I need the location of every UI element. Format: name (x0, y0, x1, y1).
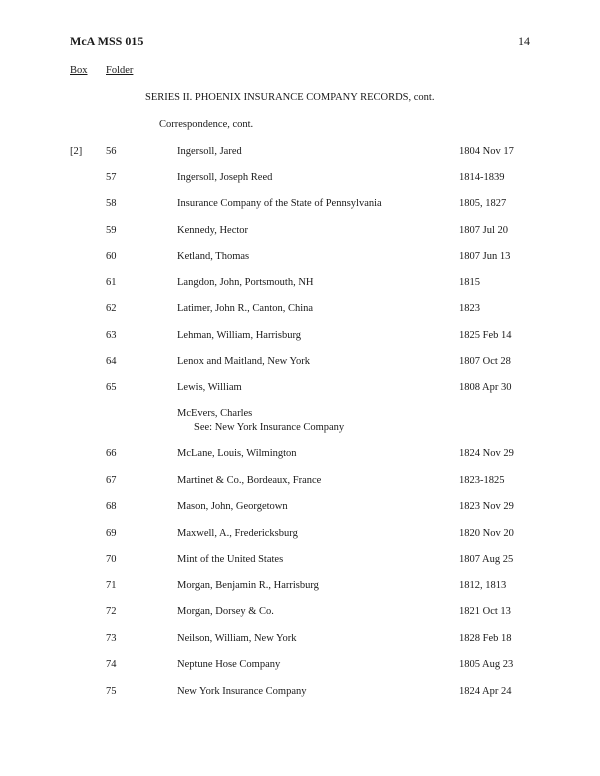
folder-number: 70 (106, 554, 117, 565)
folder-date: 1824 Nov 29 (459, 448, 514, 459)
folder-number: 58 (106, 198, 117, 209)
folder-row (0, 355, 600, 369)
correspondent-name: Morgan, Benjamin R., Harrisburg (177, 580, 319, 591)
correspondent-name: New York Insurance Company (177, 686, 307, 697)
folder-row (0, 276, 600, 290)
correspondent-name: Lehman, William, Harrisburg (177, 330, 301, 341)
correspondent-name: Neptune Hose Company (177, 659, 281, 670)
folder-number: 74 (106, 659, 117, 670)
folder-date: 1823 Nov 29 (459, 501, 514, 512)
folder-number: 62 (106, 303, 117, 314)
correspondent-name: Ingersoll, Jared (177, 146, 242, 157)
folder-row (0, 381, 600, 395)
folder-date: 1807 Aug 25 (459, 554, 514, 565)
correspondent-name: Maxwell, A., Fredericksburg (177, 528, 298, 539)
folder-row (0, 553, 600, 567)
folder-date: 1805 Aug 23 (459, 659, 514, 670)
correspondent-name: Neilson, William, New York (177, 633, 297, 644)
folder-number: 59 (106, 225, 117, 236)
folder-date: 1805, 1827 (459, 198, 507, 209)
folder-row (0, 658, 600, 672)
folder-row (0, 579, 600, 593)
folder-row (0, 632, 600, 646)
folder-date: 1814-1839 (459, 172, 505, 183)
folder-row (0, 224, 600, 238)
folder-date: 1804 Nov 17 (459, 146, 514, 157)
folder-date: 1807 Jun 13 (459, 251, 511, 262)
folder-number: 66 (106, 448, 117, 459)
folder-number: 72 (106, 606, 117, 617)
cross-reference (177, 407, 344, 435)
folder-date: 1807 Oct 28 (459, 356, 511, 367)
folder-number: 61 (106, 277, 117, 288)
cross-reference-name: McEvers, Charles (177, 408, 253, 419)
folder-date: 1812, 1813 (459, 580, 507, 591)
page-number: 14 (518, 34, 530, 48)
box-number: [2] (70, 146, 83, 157)
folder-date: 1807 Jul 20 (459, 225, 509, 236)
correspondent-name: Mint of the United States (177, 554, 284, 565)
folder-row (0, 527, 600, 541)
correspondent-name: Lewis, William (177, 382, 242, 393)
folder-number: 56 (106, 146, 117, 157)
folder-number: 67 (106, 475, 117, 486)
folder-number: 73 (106, 633, 117, 644)
folder-row (0, 329, 600, 343)
correspondent-name: Martinet & Co., Bordeaux, France (177, 475, 322, 486)
folder-row (0, 302, 600, 316)
folder-number: 60 (106, 251, 117, 262)
correspondent-name: Latimer, John R., Canton, China (177, 303, 314, 314)
correspondent-name: Langdon, John, Portsmouth, NH (177, 277, 314, 288)
folder-date: 1823-1825 (459, 475, 505, 486)
folder-date: 1820 Nov 20 (459, 528, 514, 539)
folder-date: 1823 (459, 303, 480, 314)
folder-date: 1821 Oct 13 (459, 606, 511, 617)
folder-date: 1828 Feb 18 (459, 633, 512, 644)
folder-row (0, 500, 600, 514)
folder-number: 63 (106, 330, 117, 341)
folder-row (0, 171, 600, 185)
folder-date: 1825 Feb 14 (459, 330, 512, 341)
folder-row (0, 605, 600, 619)
folder-date: 1808 Apr 30 (459, 382, 512, 393)
folder-row (0, 474, 600, 488)
box-column-header: Box (70, 65, 88, 76)
folder-number: 64 (106, 356, 117, 367)
series-heading: SERIES II. PHOENIX INSURANCE COMPANY RECORDS, cont. (145, 92, 435, 103)
folder-column-header: Folder (106, 65, 134, 76)
folder-date: 1815 (459, 277, 480, 288)
correspondent-name: Morgan, Dorsey & Co. (177, 606, 274, 617)
folder-number: 75 (106, 686, 117, 697)
folder-number: 68 (106, 501, 117, 512)
folder-date: 1824 Apr 24 (459, 686, 512, 697)
folder-row (0, 145, 600, 159)
subseries-heading: Correspondence, cont. (159, 119, 254, 130)
correspondent-name: McLane, Louis, Wilmington (177, 448, 297, 459)
folder-number: 69 (106, 528, 117, 539)
folder-row (0, 685, 600, 699)
correspondent-name: Insurance Company of the State of Pennsylvania (177, 198, 382, 209)
folder-row (0, 197, 600, 211)
folder-number: 57 (106, 172, 117, 183)
folder-row (0, 447, 600, 461)
correspondent-name: Ingersoll, Joseph Reed (177, 172, 273, 183)
folder-number: 65 (106, 382, 117, 393)
see-also-note: See: New York Insurance Company (194, 422, 345, 433)
folder-row (0, 250, 600, 264)
correspondent-name: Lenox and Maitland, New York (177, 356, 310, 367)
correspondent-name: Ketland, Thomas (177, 251, 250, 262)
folder-number: 71 (106, 580, 117, 591)
correspondent-name: Kennedy, Hector (177, 225, 249, 236)
correspondent-name: Mason, John, Georgetown (177, 501, 288, 512)
collection-id: McA MSS 015 (70, 34, 144, 48)
